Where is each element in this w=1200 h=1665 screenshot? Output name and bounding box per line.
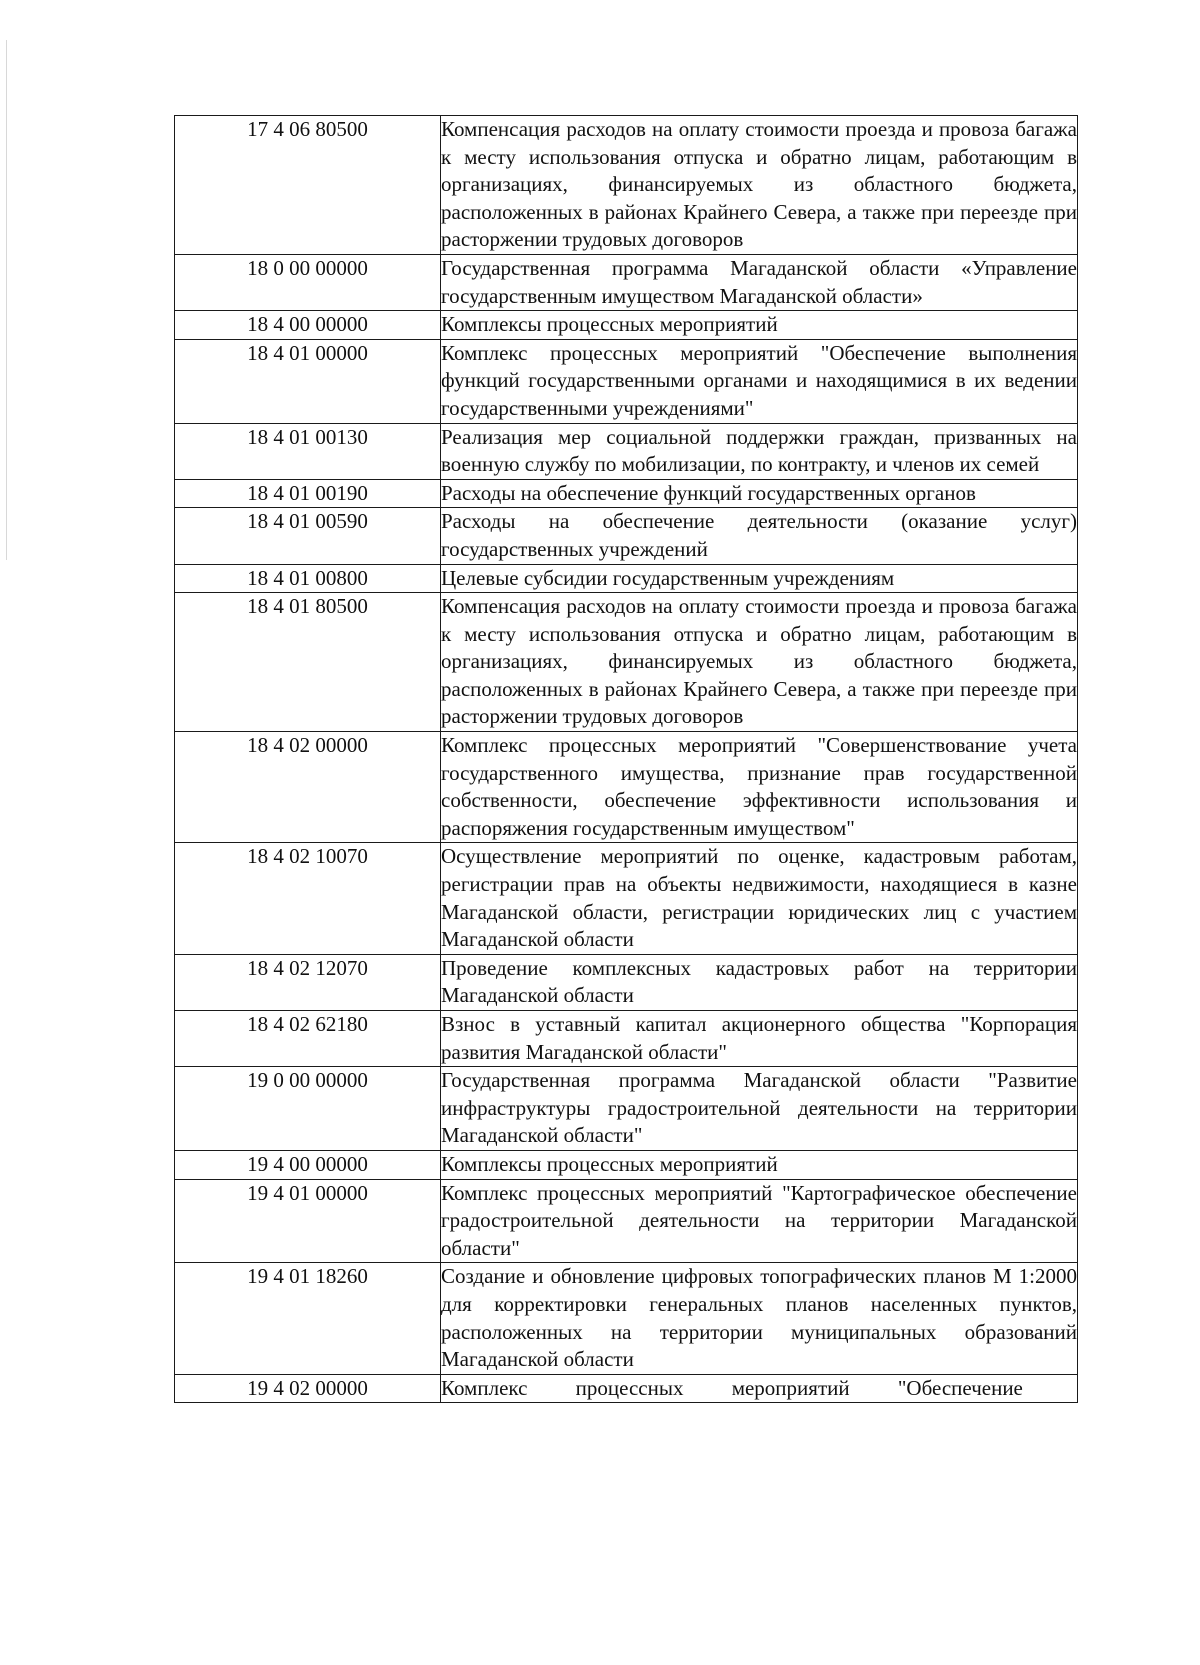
description-cell: Комплексы процессных мероприятий bbox=[441, 1150, 1078, 1179]
code-cell: 18 4 01 00590 bbox=[175, 508, 441, 564]
description-cell: Комплекс процессных мероприятий "Картографическое обеспечение градостроительной деятельности на территории Магаданской области" bbox=[441, 1179, 1078, 1263]
table-row bbox=[175, 254, 1078, 310]
description-cell: Государственная программа Магаданской области «Управление государственным имуществом Магаданской области» bbox=[441, 254, 1078, 310]
code-cell: 19 4 02 00000 bbox=[175, 1374, 441, 1403]
table-row bbox=[175, 1263, 1078, 1374]
description-cell: Целевые субсидии государственным учреждениям bbox=[441, 564, 1078, 593]
description-cell: Проведение комплексных кадастровых работ на территории Магаданской области bbox=[441, 954, 1078, 1010]
description-cell: Компенсация расходов на оплату стоимости проезда и провоза багажа к месту использования отпуска и обратно лицам, работающим в организациях, финансируемых из областного бюджета, расположенных в районах Крайнего Севера, а также при переезде при расторжении трудовых договоров bbox=[441, 593, 1078, 732]
code-cell: 19 4 01 00000 bbox=[175, 1179, 441, 1263]
table-row bbox=[175, 1150, 1078, 1179]
code-cell: 18 4 01 00800 bbox=[175, 564, 441, 593]
code-cell: 19 4 01 18260 bbox=[175, 1263, 441, 1374]
table-row bbox=[175, 339, 1078, 423]
code-cell: 18 4 01 00000 bbox=[175, 339, 441, 423]
description-cell: Государственная программа Магаданской области "Развитие инфраструктуры градостроительной деятельности на территории Магаданской области" bbox=[441, 1067, 1078, 1151]
table-row bbox=[175, 311, 1078, 340]
description-text: Комплекс процессных мероприятий "Обеспечение bbox=[441, 1375, 1023, 1400]
code-cell: 18 0 00 00000 bbox=[175, 254, 441, 310]
description-cell: Комплекс процессных мероприятий "Совершенствование учета государственного имущества, признание прав государственной собственности, обеспечение эффективности использования и распоряжения государственным имуществом" bbox=[441, 732, 1078, 843]
table-row bbox=[175, 1374, 1078, 1403]
description-cell: Расходы на обеспечение деятельности (оказание услуг) государственных учреждений bbox=[441, 508, 1078, 564]
description-cell: Реализация мер социальной поддержки граждан, призванных на военную службу по мобилизации, по контракту, и членов их семей bbox=[441, 423, 1078, 479]
table-row bbox=[175, 954, 1078, 1010]
table-row bbox=[175, 843, 1078, 954]
table-row bbox=[175, 732, 1078, 843]
table-row bbox=[175, 1179, 1078, 1263]
code-cell: 18 4 01 00190 bbox=[175, 479, 441, 508]
description-cell: Взнос в уставный капитал акционерного общества "Корпорация развития Магаданской области" bbox=[441, 1011, 1078, 1067]
description-cell: Расходы на обеспечение функций государственных органов bbox=[441, 479, 1078, 508]
table-row bbox=[175, 479, 1078, 508]
table-row bbox=[175, 423, 1078, 479]
code-cell: 18 4 01 00130 bbox=[175, 423, 441, 479]
code-cell: 18 4 00 00000 bbox=[175, 311, 441, 340]
code-cell: 18 4 02 10070 bbox=[175, 843, 441, 954]
budget-codes-table bbox=[174, 115, 1078, 1403]
code-cell: 18 4 01 80500 bbox=[175, 593, 441, 732]
description-cell: Комплексы процессных мероприятий bbox=[441, 311, 1078, 340]
description-cell: Осуществление мероприятий по оценке, кадастровым работам, регистрации прав на объекты недвижимости, находящиеся в казне Магаданской области, регистрации юридических лиц с участием Магаданской области bbox=[441, 843, 1078, 954]
scan-edge-line bbox=[6, 40, 7, 560]
description-cell: Компенсация расходов на оплату стоимости проезда и провоза багажа к месту использования отпуска и обратно лицам, работающим в организациях, финансируемых из областного бюджета, расположенных в районах Крайнего Севера, а также при переезде при расторжении трудовых договоров bbox=[441, 116, 1078, 255]
code-cell: 19 0 00 00000 bbox=[175, 1067, 441, 1151]
table-row bbox=[175, 564, 1078, 593]
description-cell: Создание и обновление цифровых топографических планов М 1:2000 для корректировки генеральных планов населенных пунктов, расположенных на территории муниципальных образований Магаданской области bbox=[441, 1263, 1078, 1374]
code-cell: 19 4 00 00000 bbox=[175, 1150, 441, 1179]
table-row bbox=[175, 116, 1078, 255]
table-row bbox=[175, 593, 1078, 732]
code-cell: 18 4 02 00000 bbox=[175, 732, 441, 843]
description-cell: Комплекс процессных мероприятий "Обеспечение выполнения функций государственными органами и находящимися в их ведении государственными учреждениями" bbox=[441, 339, 1078, 423]
table-row bbox=[175, 1067, 1078, 1151]
table-row bbox=[175, 508, 1078, 564]
code-cell: 18 4 02 62180 bbox=[175, 1011, 441, 1067]
code-cell: 17 4 06 80500 bbox=[175, 116, 441, 255]
code-cell: 18 4 02 12070 bbox=[175, 954, 441, 1010]
table-row bbox=[175, 1011, 1078, 1067]
description-cell bbox=[441, 1374, 1078, 1403]
